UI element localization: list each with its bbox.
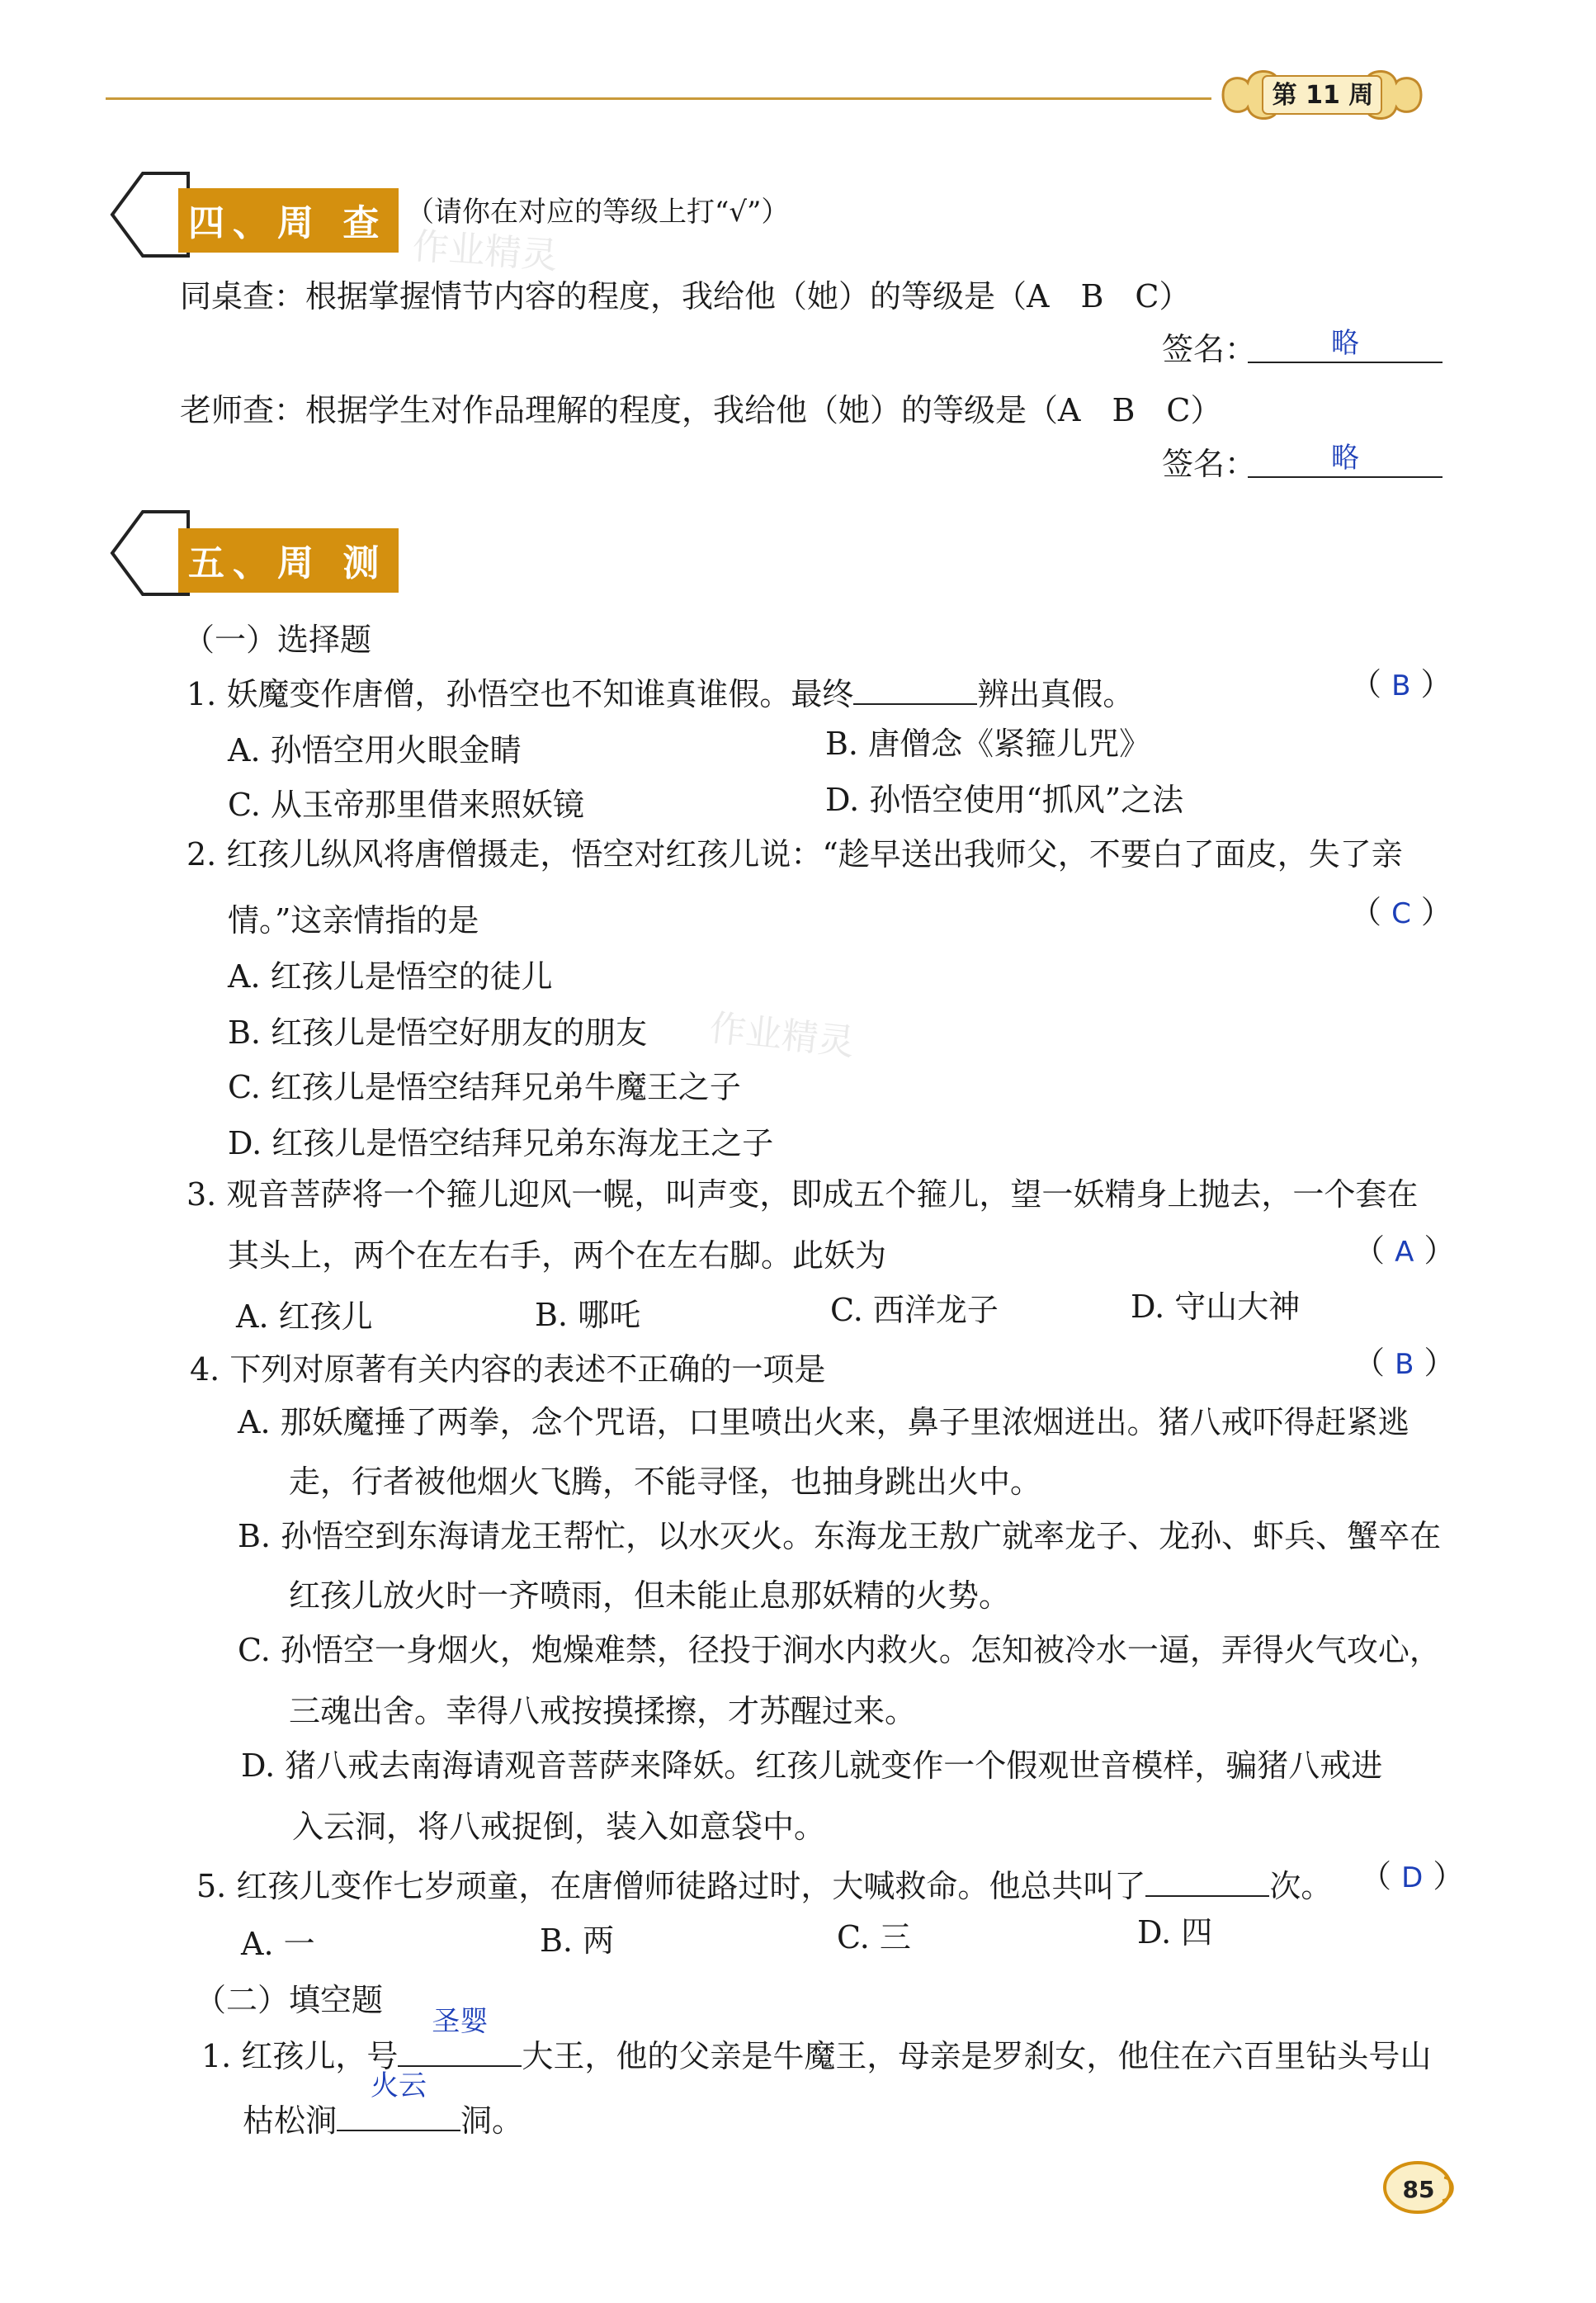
teacher-check-text: 老师查：根据学生对作品理解的程度，我给他（她）的等级是（A B C）: [180, 392, 1222, 428]
option-cont: 红孩儿放火时一齐喷雨，但未能止息那妖精的火势。: [289, 1577, 1011, 1614]
question-3-cont: 其头上，两个在左右手，两个在左右脚。此妖为: [228, 1237, 887, 1274]
answer-bracket: （ C ）: [1350, 894, 1452, 930]
question-text: 洞。: [460, 2102, 524, 2139]
question-text: 1. 妖魔变作唐僧，孙悟空也不知谁真谁假。最终: [187, 676, 854, 712]
question-2: 2. 红孩儿纵风将唐僧摄走，悟空对红孩儿说：“趁早送出我师父，不要白了面皮，失了亲: [187, 836, 1403, 872]
answer-value: B: [1395, 1348, 1414, 1381]
sign-value: 略: [1331, 442, 1359, 475]
answer-value: D: [1401, 1861, 1424, 1894]
answer-value: 圣婴: [432, 2005, 489, 2038]
answer-value: A: [1395, 1236, 1414, 1269]
option: A. 红孩儿: [236, 1298, 373, 1335]
answer-value: C: [1391, 897, 1411, 930]
watermark: 作业精灵: [411, 225, 560, 278]
question-text: 大王，他的父亲是牛魔王，母亲是罗刹女，他住在六百里钻头号山: [522, 2038, 1432, 2074]
sign-label: 签名：: [1162, 446, 1257, 482]
option: D. 四: [1137, 1914, 1213, 1951]
header-rule: [106, 97, 1211, 100]
fill-question-1: [201, 2005, 1432, 2074]
option: B. 孙悟空到东海请龙王帮忙，以水灭火。东海龙王敖广就率龙子、龙孙、虾兵、蟹卒在: [238, 1518, 1442, 1554]
option: C. 从玉帝那里借来照妖镜: [228, 787, 584, 823]
option-cont: 走，行者被他烟火飞腾，不能寻怪，也抽身跳出火中。: [289, 1464, 1042, 1500]
part-title: （二）填空题: [195, 1982, 384, 2018]
answer-blank[interactable]: [853, 675, 977, 705]
answer-bracket: （ B ）: [1353, 1345, 1456, 1381]
option: D. 猪八戒去南海请观音菩萨来降妖。红孩儿就变作一个假观世音模样，骗猪八戒进: [241, 1747, 1383, 1784]
answer-blank[interactable]: [337, 2069, 460, 2131]
question-text: 1. 红孩儿，号: [201, 2038, 399, 2074]
option: A. 红孩儿是悟空的徒儿: [228, 958, 553, 995]
question-3: 3. 观音菩萨将一个箍儿迎风一幌，叫声变，即成五个箍儿，望一妖精身上抛去，一个套在: [187, 1176, 1419, 1213]
option: B. 哪吒: [535, 1297, 641, 1333]
option: B. 红孩儿是悟空好朋友的朋友: [228, 1014, 648, 1051]
answer-value: 火云: [371, 2069, 427, 2102]
week-label: 第 11 周: [1272, 81, 1374, 110]
answer-blank[interactable]: [398, 2005, 522, 2067]
answer-bracket: （ D ）: [1360, 1858, 1465, 1894]
option: B. 唐僧念《紧箍儿咒》: [825, 726, 1151, 762]
section-title: 四、周 查: [178, 188, 399, 253]
answer-bracket: （ A ）: [1353, 1232, 1456, 1269]
section-title: 五、周 测: [178, 528, 399, 593]
option: D. 红孩儿是悟空结拜兄弟东海龙王之子: [228, 1125, 774, 1161]
answer-bracket: （ B ）: [1350, 666, 1452, 702]
option: C. 红孩儿是悟空结拜兄弟牛魔王之子: [228, 1069, 741, 1105]
fill-question-1-cont: [243, 2069, 524, 2139]
part-title: （一）选择题: [183, 622, 372, 658]
sign-field[interactable]: [1248, 329, 1443, 363]
option: C. 孙悟空一身烟火，炮燥难禁，径投于涧水内救火。怎知被冷水一逼，弄得火气攻心，: [238, 1632, 1441, 1668]
page-number: 85: [1402, 2176, 1435, 2203]
answer-value: B: [1391, 669, 1411, 702]
sign-label: 签名：: [1162, 331, 1257, 367]
option-cont: 入云洞，将八戒捉倒，装入如意袋中。: [292, 1809, 826, 1845]
question-1: [187, 675, 1134, 710]
option-cont: 三魂出舍。幸得八戒按摸揉擦，才苏醒过来。: [289, 1693, 917, 1729]
question-text: 5. 红孩儿变作七岁顽童，在唐僧师徒路过时，大喊救命。他总共叫了: [196, 1868, 1146, 1904]
sign-value: 略: [1331, 327, 1359, 360]
option: A. 那妖魔捶了两拳，念个咒语，口里喷出火来，鼻子里浓烟迸出。猪八戒吓得赶紧逃: [238, 1404, 1409, 1440]
question-text: 枯松涧: [243, 2102, 338, 2139]
section-note: （请你在对应的等级上打“√”）: [406, 196, 790, 229]
watermark: 作业精灵: [707, 1006, 857, 1065]
option: A. 孙悟空用火眼金睛: [228, 732, 522, 768]
option: B. 两: [540, 1922, 615, 1959]
peer-check-text: 同桌查：根据掌握情节内容的程度，我给他（她）的等级是（A B C）: [180, 278, 1191, 314]
sign-field[interactable]: [1248, 443, 1443, 478]
option: A. 一: [241, 1926, 315, 1962]
option: C. 西洋龙子: [830, 1292, 999, 1328]
option: C. 三: [837, 1919, 911, 1955]
option: D. 守山大神: [1131, 1289, 1301, 1325]
answer-blank[interactable]: [1145, 1867, 1269, 1897]
question-5: [196, 1867, 1332, 1902]
question-text: 次。: [1269, 1868, 1333, 1904]
option: D. 孙悟空使用“抓风”之法: [825, 782, 1184, 818]
question-2-cont: 情。”这亲情指的是: [228, 902, 479, 939]
question-text: 辨出真假。: [977, 676, 1135, 712]
question-4: 4. 下列对原著有关内容的表述不正确的一项是: [190, 1351, 826, 1388]
